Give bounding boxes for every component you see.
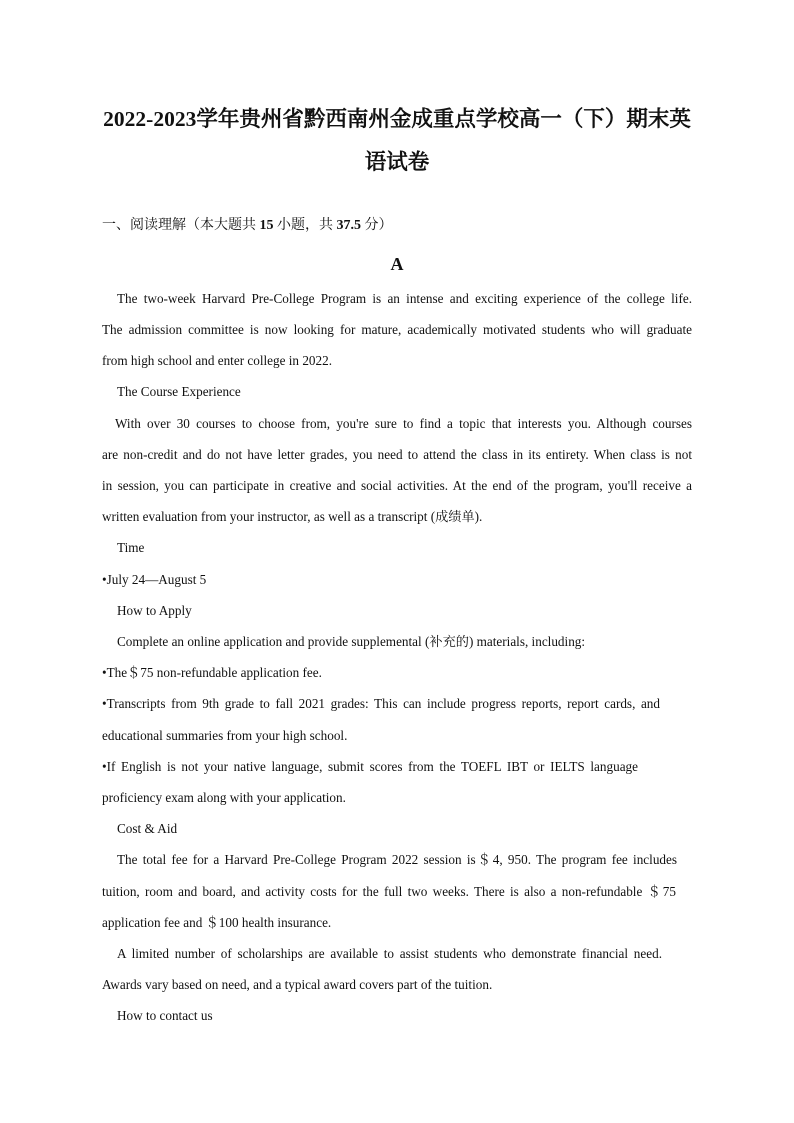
bullet-item: •The＄75 non-refundable application fee. (102, 665, 322, 680)
bullet-item: •If English is not your native language, submit scores from the TOEFL IBT or IELTS language (102, 759, 638, 774)
title-line-1: 2022-2023学年贵州省黔西南州金成重点学校高一（下）期末英 (103, 107, 691, 131)
bullet-item: •July 24—August 5 (102, 572, 207, 587)
passage-line: written evaluation from your instructor, as well as a transcript (成绩单). (102, 509, 483, 524)
section-heading (102, 216, 393, 236)
subheading-contact: How to contact us (117, 1008, 213, 1023)
passage-line: The admission committee is now looking for mature, academically motivated students who will graduate (102, 322, 692, 337)
passage-line: are non-credit and do not have letter grades, you need to attend the class in its entirety. When class is not (102, 447, 692, 462)
passage-line: application fee and ＄100 health insurance. (102, 915, 332, 930)
section-prefix: 一、阅读理解（本大题共 (102, 218, 260, 233)
section-count: 15 (259, 218, 274, 233)
passage-line: A limited number of scholarships are available to assist students who demonstrate financial need. (117, 946, 662, 961)
subheading-cost-aid: Cost & Aid (117, 821, 178, 836)
passage-line: Complete an online application and provide supplemental (补充的) materials, including: (117, 634, 586, 649)
passage-line: With over 30 courses to choose from, you're sure to find a topic that interests you. Although courses (115, 416, 692, 431)
passage-label: A (390, 254, 404, 274)
exam-title (90, 98, 704, 184)
passage-line: in session, you can participate in creative and social activities. At the end of the program, you'll receive a (102, 478, 692, 493)
section-suffix: 分） (361, 218, 393, 233)
subheading-time: Time (117, 540, 145, 555)
passage-line: The total fee for a Harvard Pre-College Program 2022 session is＄4, 950. The program fee includes (117, 852, 677, 867)
passage-line: educational summaries from your high school. (102, 728, 348, 743)
bullet-item: •Transcripts from 9th grade to fall 2021 grades: This can include progress reports, report cards, and (102, 696, 660, 711)
subheading-how-to-apply: How to Apply (117, 603, 192, 618)
title-line-2: 语试卷 (364, 150, 430, 174)
passage-line: The two-week Harvard Pre-College Program is an intense and exciting experience of the college life. (117, 291, 692, 306)
subheading-course-experience: The Course Experience (117, 384, 241, 399)
passage-line: tuition, room and board, and activity costs for the full two weeks. There is also a non-refundable ＄75 (102, 884, 676, 899)
passage-line: proficiency exam along with your application. (102, 790, 346, 805)
section-mid: 小题，共 (273, 218, 337, 233)
passage-line: from high school and enter college in 2022. (102, 353, 332, 368)
section-score: 37.5 (336, 218, 361, 233)
passage-line: Awards vary based on need, and a typical award covers part of the tuition. (102, 977, 493, 992)
